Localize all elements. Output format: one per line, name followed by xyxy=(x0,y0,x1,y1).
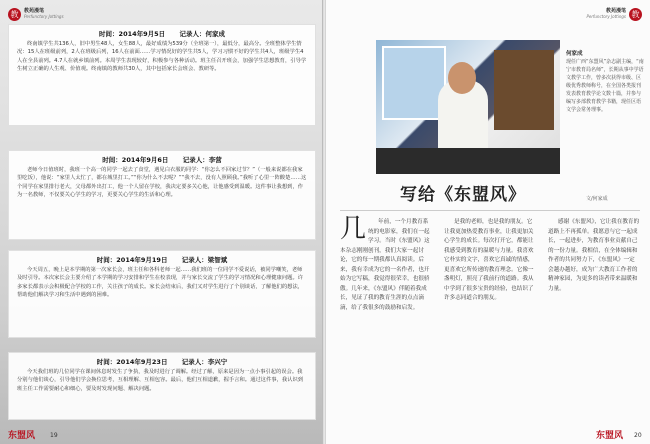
article-column-2: 是我的老师，也是我的朋友。它让我更加热爱教育事业，让我更加关心学生的成长。每次打开它，都能让我感受到教育的温暖与力量。我喜欢它朴实的文字，喜欢它真诚的情感，更喜欢它所传递的教育理念。它像一盏明灯，照亮了我前行的道路。我从中学到了很多宝贵的经验，也结识了许多志同道合的朋友。 xyxy=(444,219,534,301)
entry-title xyxy=(9,255,315,264)
article-column-1 xyxy=(340,214,432,313)
magazine-logo-icon: 教 xyxy=(629,8,642,21)
entry-body: 今天周五，晚上是本学期的第一次家长会，班主任和各科老师一起……我们班的一位同学不爱说话，被同学嘲笑，老师及时引导。本次家长会主要介绍了本学期的学习安排和学生在校表现，并与家长交流了学生的学习情况和心理健康问题。许多家长都表示会积极配合学校的工作，关注孩子的成长。家长会结束后，我们又对学生进行了个别谈话，了解他们的想法，帮助他们解决学习和生活中遇到的困难。 xyxy=(17,267,304,299)
header-en: Perfunctory Jottings xyxy=(586,14,626,19)
dropcap: 几 xyxy=(340,214,367,244)
entry-title xyxy=(9,357,315,366)
entry-body: 今天我们班的几位同学在课间休息时发生了争执，我及时进行了调解。经过了解，原来是因为一点小事引起的误会。我分别与他们谈心，引导他们学会换位思考，互相理解、互相包容。最后，他们互相道歉，握手言和。通过这件事，我认识到班主任工作需要耐心和细心，要及时发现问题、解决问题。 xyxy=(17,369,304,392)
page-number: 20 xyxy=(634,432,642,439)
entry-title xyxy=(9,155,315,164)
bio-text: 现任广西“东盟风”杂志副主编，“南宁市教育局名师”，长期从事中学语文教学工作，曾多次获得市级、区级优秀教师称号，在全国各类报刊发表教育教学论文数十篇，并参与编写多部教育教学书籍，现任区语文学会常务理事。 xyxy=(566,59,644,113)
entry-body: 老师今日值班时，我班一个高一的同学一起去了食堂，遇见白衣服的同学：“你怎么不回家过节？”（一般来说都在我家里吃饭），他说：“家里人太忙了，都在城里打工。”“你为什么不去呢？”“我不去，没有人照顾我。”我听了心里一阵酸楚……这个同学在家里排行老大，父母都外出打工，他一个人留在学校，我决定要多关心他，让他感受到温暖。这件事让我想到，作为一名教师，不仅要关心学生的学习，更要关心学生的生活和心理。 xyxy=(17,167,307,199)
entry-time: 时间：2014年9月5日 xyxy=(99,30,166,38)
column-text: 年前，一个月教育系统的电影家，我们在一起学习。当时《东盟风》这本杂志刚刚创刊，我们大家一起讨论，它的每一期我都认真阅读。后来，我有幸成为它的一名作者，也开始为它写稿，我觉得很荣幸，也很骄傲。几年来，《东盟风》伴随着我成长，见证了我的教育生涯的点点滴滴，给了我很多的鼓励和启发。 xyxy=(340,219,430,311)
entry-recorder: 记录人：何家成 xyxy=(179,30,225,38)
entry-card-2 xyxy=(8,150,316,240)
entry-title xyxy=(9,29,315,38)
article-column-3: 感谢《东盟风》，它让我在教育的道路上不再孤单。我愿意与它一起成长，一起进步，为教育事业贡献自己的一份力量。我相信，在全体编辑和作者的共同努力下，《东盟风》一定会越办越好，成为广大教育工作者的精神家园，为更多的读者带来温暖和力量。 xyxy=(548,219,640,292)
page-number: 19 xyxy=(50,432,58,439)
header-cn: 教苑漫笔 xyxy=(605,8,626,14)
entry-time: 时间：2014年9月6日 xyxy=(102,156,169,164)
footer-brand: 东盟风 xyxy=(596,431,624,441)
entry-recorder: 记录人：李兴宁 xyxy=(181,358,228,366)
left-header xyxy=(8,7,64,21)
footer-brand: 东盟风 xyxy=(8,431,36,441)
entry-time: 时间：2014年9月19日 xyxy=(96,256,168,264)
entry-recorder: 记录人：梁智斌 xyxy=(181,256,228,264)
entry-card-3 xyxy=(8,250,316,338)
entry-card-1 xyxy=(8,24,316,126)
magazine-logo-icon: 教 xyxy=(8,8,21,21)
right-header xyxy=(583,7,642,21)
entry-time: 时间：2014年9月23日 xyxy=(96,358,168,366)
entry-body: 终南镇学生共136人，旧中男生48人，女生88人，最好成绩为539分（全班第一），最低分，最高分。全班整体学生情况：15人在班级前列，2人在班级后列，16人在前面……学习情况好的学生共5人，学习习惯不好的学生共4人，班级学生4人在全县前列。4.7人在就乡镇前列。本周学生表现较好，积极参与各种活动。班主任召开班会，加强学生思想教育，引导学生树立正确的人生观、价值观。终南镇的教师共30人，其中包括家长会班会、教研等。 xyxy=(17,41,307,73)
author-bio xyxy=(566,50,644,114)
article-title: 写给《东盟风》 xyxy=(400,185,526,205)
entry-recorder: 记录人：李营 xyxy=(182,156,222,164)
bio-name: 何家成 xyxy=(566,51,583,57)
right-page xyxy=(326,0,650,444)
left-page xyxy=(0,0,322,444)
header-en: Perfunctory Jottings xyxy=(24,14,64,19)
article-author: 文/何家成 xyxy=(586,196,608,202)
header-cn: 教苑漫笔 xyxy=(24,8,45,14)
title-divider xyxy=(340,210,640,211)
entry-card-4 xyxy=(8,352,316,420)
author-photo xyxy=(376,40,560,174)
